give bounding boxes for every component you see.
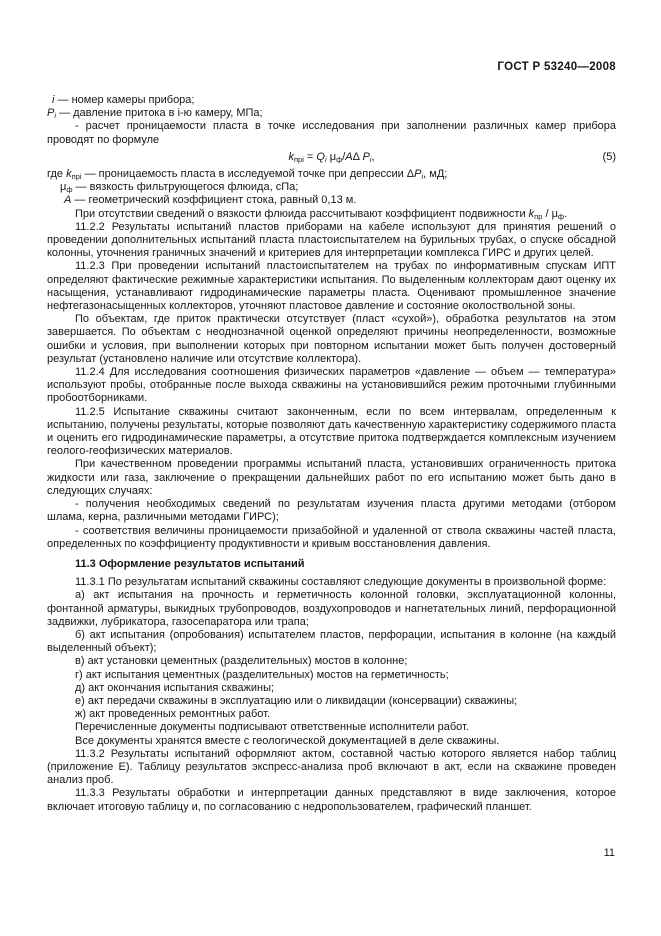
definition-a [47,194,616,207]
var-p2-subscript: i [421,172,424,182]
doc-item-g: г) акт испытания цементных (разделительных) мостов на герметичность; [75,668,449,681]
formula-expression [288,151,374,163]
var-p2: P [414,168,422,181]
doc-item-zh: ж) акт проведенных ремонтных работ. [75,708,271,721]
definition-mu [47,181,616,194]
mobility-mu: μ [551,207,558,220]
page-number: 11 [603,847,615,859]
paragraph-dry-objects: По объектам, где приток практически отсутствует (пласт «сухой»), обработка результатов на этом завершается. По объектам с неоднозначной оценкой определяют причины неопределенности, возможные ошибки и условия, при выполнении которых при повторном испытании может быть получен достоверный результат (установлено наличие или отсутствие коллектора). [47,313,616,365]
paragraph-11-3-3: 11.3.3 Результаты обработки и интерпретации данных представляют в виде заключения, которое включает итоговую таблицу и, по согласованию с недропользователем, графический планшет. [47,787,616,813]
paragraph-documents-stored: Все документы хранятся вместе с геологической документацией в деле скважины. [75,734,500,747]
mobility-tail: . [564,207,568,220]
formula-q-subscript: i [324,154,327,164]
page-header-standard-number: ГОСТ Р 53240—2008 [497,61,616,73]
paragraph-11-2-5: 11.2.5 Испытание скважины считают законченным, если по всем интервалам, определенным к испытанию, получены результаты, которые позволяют дать качественную характеристику содержимого пласта и оценить его гидродинамические параметры, а отсутствие притока подтверждается комплексным изучением геолого-геофизических материалов. [47,405,616,458]
formula-mu: μ [326,150,337,163]
mobility-k-subscript: пр [534,211,543,221]
definition-pi-text: — давление притока в i-ю камеру, МПа; [56,107,263,120]
formula-var-a: A [345,150,353,163]
paragraph-11-2-4: 11.2.4 Для исследования соотношения физических параметров «давление — объем — температура» используют пробы, отобранные после выхода скважины на установившийся режим проточными глубинными пробоотборниками. [47,366,616,405]
section-heading-11-3: 11.3 Оформление результатов испытаний [75,557,305,570]
var-k: k [66,168,72,181]
definition-pi [47,107,616,120]
formula-var-p: P [362,150,370,163]
var-p: P [47,107,55,120]
formula-number: (5) [602,150,616,163]
doc-item-a: а) акт испытания на прочность и герметичность колонной головки, эксплуатационной колонны, фонтанной арматуры, выкидных трубопроводов, воздухопроводов и нагнетательных линий, перфорационной задвижки, лубрикатора, газосепаратора или трапа; [47,589,616,628]
formula-var-q: Q [316,150,325,163]
mobility-mu-subscript: ф [557,211,565,221]
mobility-lead: При отсутствии сведений о вязкости флюида рассчитывают коэффициент подвижности [75,207,529,220]
paragraph-11-2-3: 11.2.3 При проведении испытаний пластоиспытателем на трубах по информативным спускам ИПТ определяют фактические режимные характеристики испытания. По выделенным коллекторам дают оценку их насыщения, устанавливают гидродинамические параметры пласта. Оценивают промышленное значение нефтегазонасыщенных коллекторов, уточняют пластовое давление и состояние околоствольной зоны. [47,260,616,313]
paragraph-11-2-2: 11.2.2 Результаты испытаний пластов приборами на кабеле используют для принятия решений о проведении дополнительных испытаний пласта пластоиспытателем на бурильных трубах, о спуске обсадной колонны, уточнения граничных значений и критериев для интерпретации комплекса ГИРС и других целей. [47,220,616,260]
paragraph-11-3-1: 11.3.1 По результатам испытаний скважины составляют следующие документы в произвольной форме: [75,576,607,589]
mobility-var-k: k [528,207,535,220]
definition-mu-text: — вязкость фильтрующегося флюида, сПа; [72,181,299,194]
var-mu: μ [60,181,67,194]
document-content [47,94,616,814]
formula-equals: = [303,150,317,163]
doc-item-e: е) акт передачи скважины в эксплуатацию или о ликвидации (консервации) скважины; [75,694,518,707]
formula-slash: / [342,150,346,163]
var-k-subscript: прi [71,172,82,182]
formula-comma: , [371,150,375,163]
definition-i [47,94,616,107]
definition-i-text: — номер камеры прибора; [54,94,195,106]
paragraph-quality-program: При качественном проведении программы испытаний пласта, установивших ограниченность притока жидкости или газа, заключение о прекращении дальнейших работ по его испытанию может быть дано в следующих случаях: [47,458,616,497]
definition-a-text: — геометрический коэффициент стока, равный 0,13 м. [71,194,357,207]
paragraph-permeability-calc: - расчет проницаемости пласта в точке исследования при заполнении различных камер прибора проводят по формуле [47,120,616,146]
where-text: — проницаемость пласта в исследуемой точке при депрессии Δ [81,168,415,181]
where-lead: где [47,168,67,181]
formula-5 [47,151,616,164]
paragraph-11-3-2: 11.3.2 Результаты испытаний оформляют актом, составной частью которого является набор таблиц (приложение Е). Таблицу результатов экспресс-анализа проб включают в акт, если на скважине проведен анализ проб. [47,747,616,787]
doc-item-b: б) акт испытания (опробования) испытателем пластов, перфорации, испытания в колонне (на каждый выделенный объект); [47,628,616,655]
formula-mu-subscript: ф [336,154,343,164]
var-a: A [64,194,72,207]
formula-var-k: k [288,150,294,163]
var-p-subscript: i [54,111,57,121]
var-mu-subscript: ф [66,185,73,195]
formula-k-subscript: прi [293,154,304,164]
var-i: i [52,94,55,106]
doc-item-v: в) акт установки цементных (разделительных) мостов в колонне; [75,655,408,668]
paragraph-mobility [47,208,616,221]
definition-where-kpr [47,168,616,181]
paragraph-documents-signed: Перечисленные документы подписывают ответственные исполнители работ. [75,721,469,734]
doc-item-d: д) акт окончания испытания скважины; [75,681,275,694]
formula-p-subscript: i [369,154,372,164]
formula-delta: Δ [352,150,363,163]
list-item-other-methods: - получения необходимых сведений по результатам изучения пласта другими методами (отбором шлама, керна, различными методами ГИРС); [47,498,616,524]
list-item-permeability-match: - соответствия величины проницаемости призабойной и удаленной от ствола скважины частей пласта, определенных по коэффициенту продуктивности и кривым восстановления давления. [47,524,616,550]
mobility-slash: / [542,207,552,220]
where-tail: , мД; [423,168,448,181]
